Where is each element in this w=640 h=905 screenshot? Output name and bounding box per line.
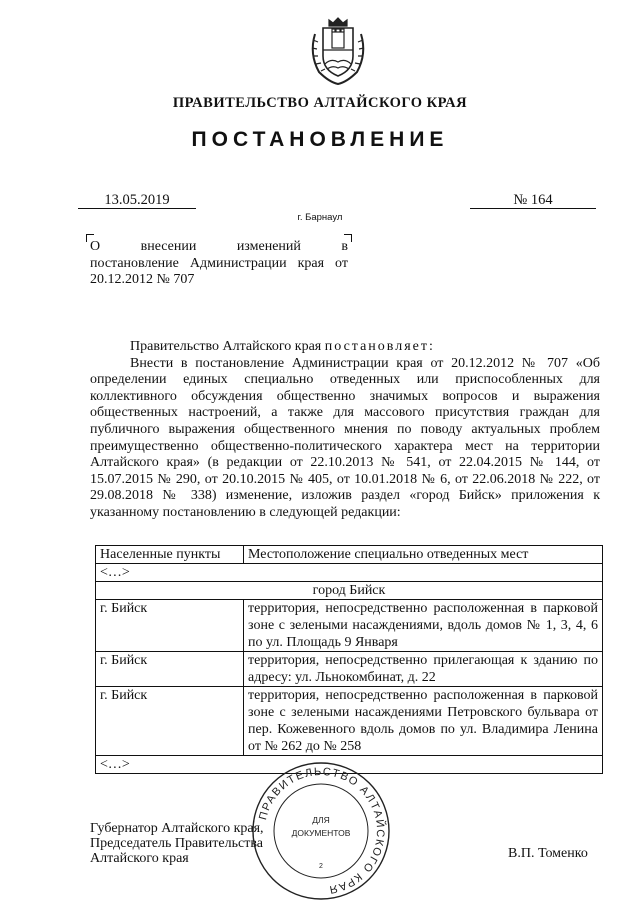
- table-row: [96, 600, 603, 652]
- signatory-title-line: Губернатор Алтайского края,: [90, 821, 264, 836]
- table-ellipsis: <…>: [96, 756, 603, 774]
- subject-word: в: [341, 239, 348, 254]
- table-ellipsis: <…>: [96, 564, 603, 582]
- table-row: [96, 652, 603, 687]
- coat-of-arms-emblem: [305, 14, 371, 86]
- subject-word: О: [90, 239, 101, 254]
- table-cell-location: территория, непосредственно прилегающая к зданию по адресу: ул. Льнокомбинат, д. 22: [244, 652, 603, 687]
- stamp-number: 2: [319, 863, 323, 870]
- document-subject: [90, 239, 348, 289]
- intro-spaced-word: постановляет: [324, 339, 429, 354]
- table-cell-location: территория, непосредственно расположенная в парковой зоне с зелеными насаждениями Петровского бульвара от пер. Кожевенного вдоль домов по ул. Владимира Ленина от № 262 до № 258: [244, 687, 603, 756]
- stamp-center-line: ДОКУМЕНТОВ: [291, 828, 351, 838]
- document-date: 13.05.2019: [78, 192, 196, 209]
- signatory-title: [90, 821, 264, 866]
- official-stamp: [250, 760, 392, 902]
- decree-intro: [90, 339, 600, 356]
- intro-colon: :: [428, 339, 433, 354]
- subject-word: изменений: [236, 239, 301, 254]
- signatory-name: В.П. Томенко: [508, 846, 588, 861]
- document-type-title: ПОСТАНОВЛЕНИЕ: [191, 128, 449, 151]
- table-row: [96, 687, 603, 756]
- government-title: ПРАВИТЕЛЬСТВО АЛТАЙСКОГО КРАЯ: [172, 95, 468, 111]
- table-row: [96, 564, 603, 582]
- table-section-heading: город Бийск: [96, 582, 603, 600]
- stamp-ring-text: ПРАВИТЕЛЬСТВО АЛТАЙСКОГО КРАЯ: [257, 765, 387, 896]
- document-number: № 164: [470, 192, 596, 209]
- table-header-row: [96, 546, 603, 564]
- table-row: [96, 582, 603, 600]
- table-cell-place: г. Бийск: [96, 600, 244, 652]
- places-table: [95, 545, 603, 774]
- document-city: г. Барнаул: [297, 212, 343, 223]
- table-cell-place: г. Бийск: [96, 687, 244, 756]
- table-header-cell: Населенные пункты: [96, 546, 244, 564]
- table-cell-location: территория, непосредственно расположенная в парковой зоне с зелеными насаждениями, вдоль домов № 1, 3, 4, 6 по ул. Площадь 9 Января: [244, 600, 603, 652]
- table-cell-place: г. Бийск: [96, 652, 244, 687]
- signatory-title-line: Председатель Правительства: [90, 836, 263, 851]
- intro-text: Правительство Алтайского края: [130, 339, 325, 354]
- subject-rest: постановление Администрации края от 20.12.2012 № 707: [90, 255, 348, 287]
- subject-word: внесении: [140, 239, 197, 254]
- decree-paragraph: Внести в постановление Администрации края от 20.12.2012 № 707 «Об определении единых специально отведенных или приспособленных для коллективного обсуждения общественно значимых вопросов и выражения общественных настроений, а также для массового присутствия граждан для публичного выражения общественного мнения по поводу актуальных проблем преимущественно общественно-политического характера мест на территории Алтайского края» (в редакции от 22.10.2013 № 541, от 22.04.2015 № 144, от 15.07.2015 № 290, от 20.10.2015 № 405, от 10.01.2018 № 6, от 22.06.2018 № 222, от 29.08.2018 № 338) изменение, изложив раздел «город Бийск» приложения к указанному постановлению в следующей редакции:: [90, 355, 600, 520]
- table-header-cell: Местоположение специально отведенных мест: [244, 546, 603, 564]
- decree-body: [90, 339, 600, 522]
- signatory-title-line: Алтайского края: [90, 851, 189, 866]
- subject-first-line: [90, 239, 348, 256]
- stamp-center-line: ДЛЯ: [312, 815, 330, 825]
